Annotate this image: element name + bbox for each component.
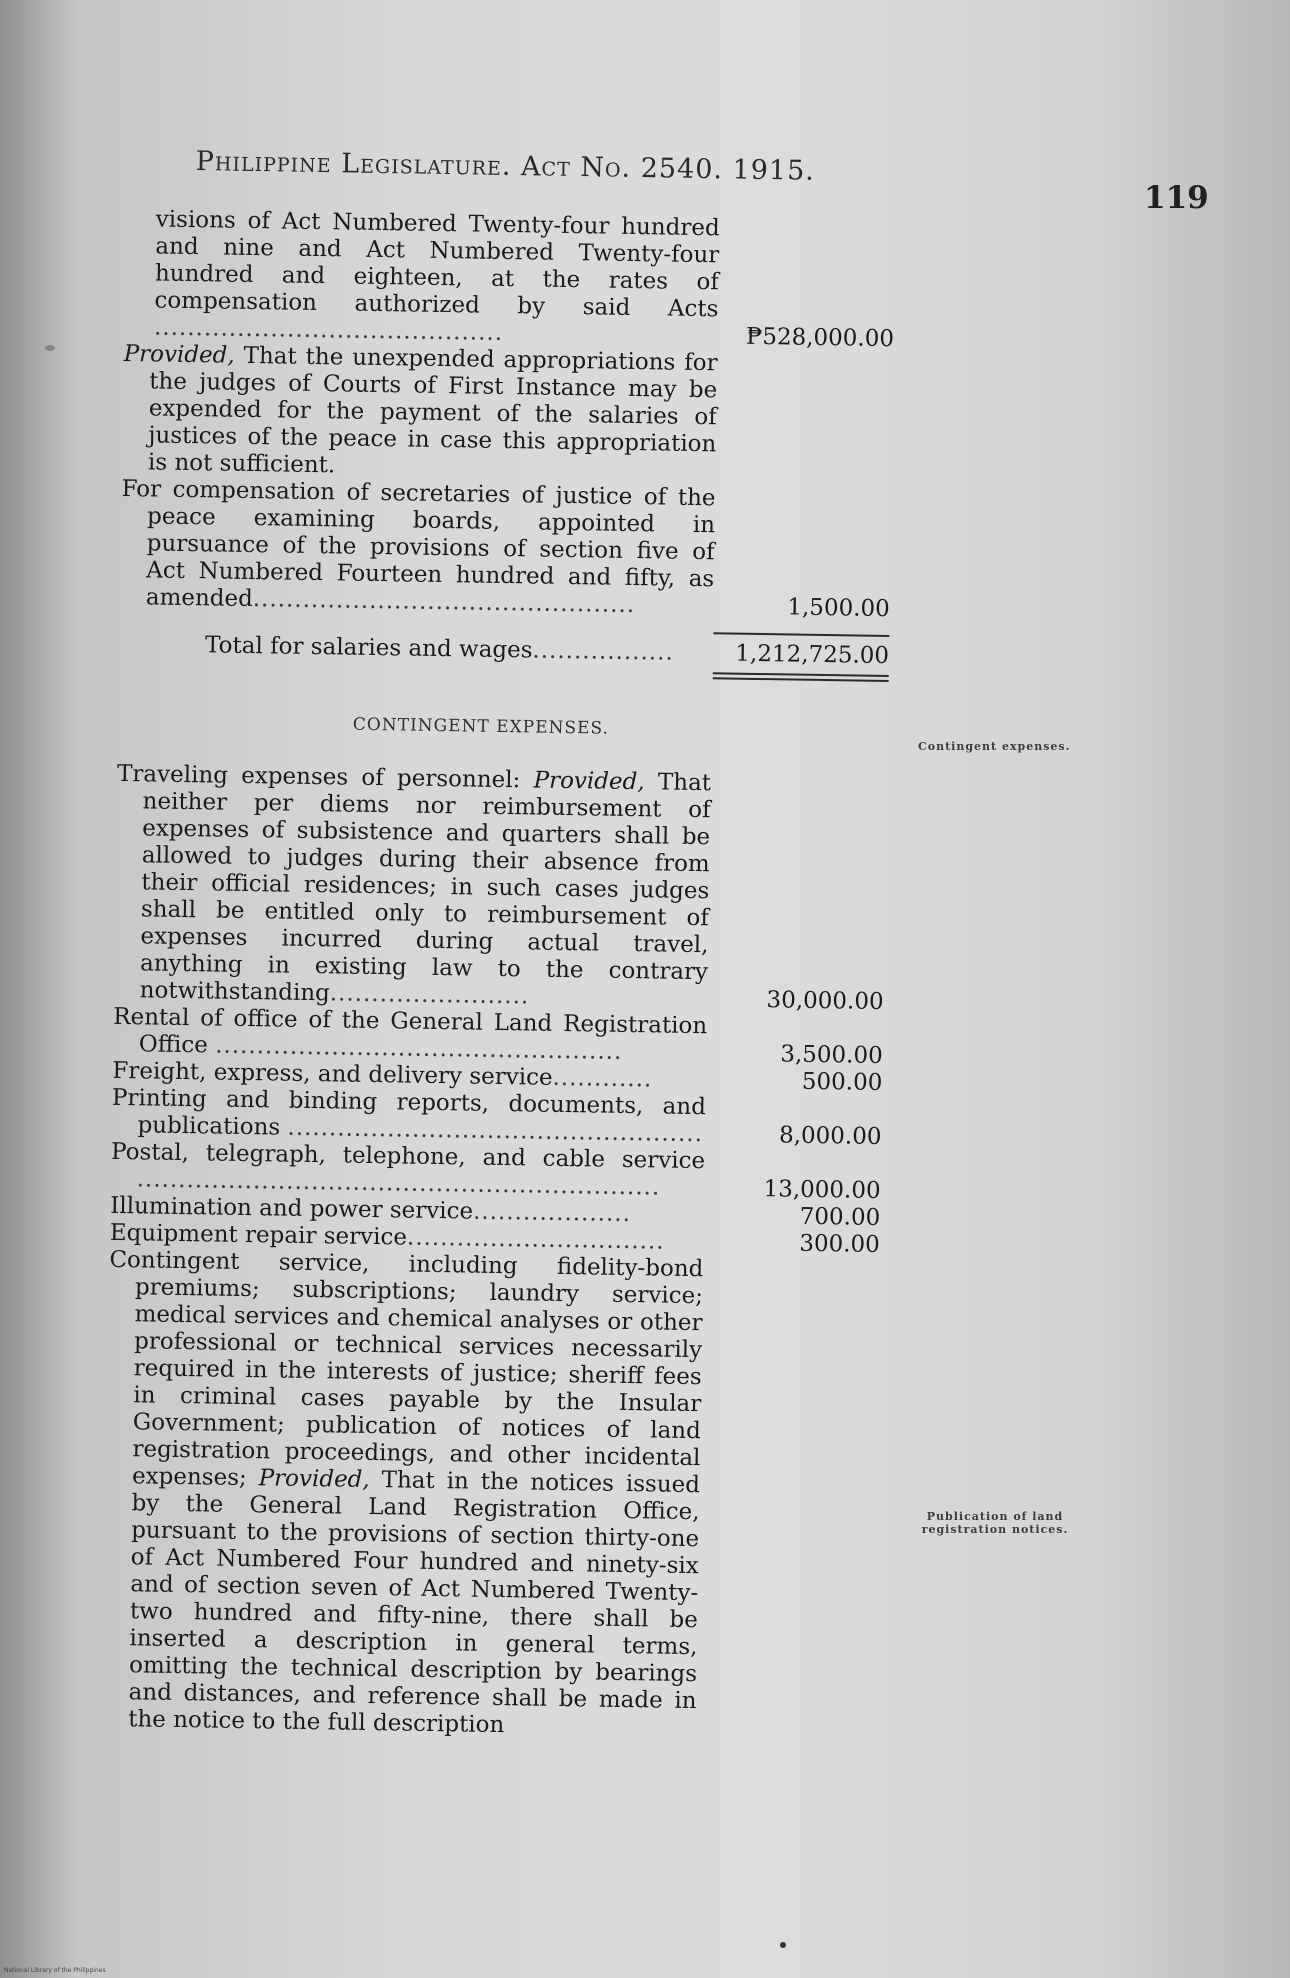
entry-amount: 300.00 <box>799 1230 880 1258</box>
entry-italic-text: Provided, <box>533 767 645 796</box>
scan-speck <box>45 345 55 351</box>
total-row <box>119 623 890 681</box>
dot-leader: ............................................................... <box>136 1166 661 1201</box>
margin-note-contingent: Contingent expenses. <box>918 740 1071 753</box>
entry-text: Traveling expenses of personnel: <box>116 760 534 794</box>
section-heading: CONTINGENT EXPENSES. <box>352 714 610 739</box>
page-number: 119 <box>1144 180 1209 216</box>
dot-leader: ............ <box>552 1064 653 1093</box>
dot-leader: .................................................. <box>287 1114 704 1148</box>
dot-leader: ........................ <box>329 980 530 1010</box>
proviso-entry <box>122 341 894 488</box>
appropriation-entry <box>113 761 887 1016</box>
entry-text: Contingent service, including fidelity-bond premiums; subscriptions; laundry service; medical services and chemical analyses or other professional or technical services necessarily required in the interests of justice; sheriff fees in criminal cases payable by the Insular Government; publication of notices of land registration proceedings, and other incidental expenses; <box>109 1246 704 1492</box>
entry-text: Printing and binding reports, documents, and publications <box>111 1084 707 1141</box>
dot-leader: ................... <box>472 1198 632 1228</box>
dot-leader: ............................... <box>406 1224 665 1255</box>
entry-amount: 8,000.00 <box>778 1122 882 1150</box>
entry-italic-text: Provided, <box>258 1465 370 1493</box>
entry-text: Postal, telegraph, telephone, and cable service <box>110 1138 706 1175</box>
total-amount: 1,212,725.00 <box>735 640 890 670</box>
entry-text: Illumination and power service <box>110 1192 474 1225</box>
dot-leader: ................................................. <box>214 1032 623 1065</box>
entry-text: For compensation of secretaries of justice of the peace examining boards, appointed in pursuance of the provisions of section five of Act Numbered Fourteen hundred and fifty, as amended <box>121 475 716 613</box>
entry-amount: 700.00 <box>799 1203 881 1231</box>
entry-text-continued: That in the notices issued by the General Land Registration Office, pursuant to the provisions of section thirty-one of Act Numbered Four hundred and ninety-six and of section seven of Act Numbered Twenty-two hundred and fifty-nine, there shall be inserted a description in general terms, omitting the technical description by bearings and distances, and reference shall be made in the notice to the full description <box>128 1466 701 1739</box>
entry-text: visions of Act Numbered Twenty-four hundred and nine and Act Numbered Twenty-four hundred and eighteen, at the rates of compensation authorized by said Acts <box>154 206 720 323</box>
entry-italic-text: Provided, <box>123 340 235 369</box>
dot-leader: ................. <box>532 637 675 666</box>
entry-text: That the unexpended appropriations for the judges of Courts of First Instance may be expended for the payment of the salaries of justices of the peace in case this appropriation is not sufficient. <box>147 342 718 479</box>
total-label: Total for salaries and wages <box>204 632 533 664</box>
margin-note-publication: Publication of land registration notices. <box>921 1510 1069 1536</box>
entry-text-continued: That neither per diems nor reimbursement of expenses of subsistence and quarters shall be allowed to judges during their absence from their official residences; in such cases judges shall be entitled only to reimbursement of expenses incurred during actual travel, anything in existing law to the contrary notwithstanding <box>139 769 712 1007</box>
total-rule-top <box>713 632 889 637</box>
entry-amount: 13,000.00 <box>763 1176 881 1204</box>
entry-amount: 30,000.00 <box>766 987 884 1015</box>
footer-credit: National Library of the Philippines <box>4 1967 106 1974</box>
entry-text: Rental of office of the General Land Registration Office <box>113 1003 708 1059</box>
entry-amount: 3,500.00 <box>780 1041 883 1069</box>
entry-amount: ₱528,000.00 <box>745 323 895 353</box>
main-text-column <box>102 206 896 1745</box>
appropriation-entry <box>102 1247 880 1745</box>
running-head: Philippine Legislature. Act No. 2540. 1915. <box>195 146 816 187</box>
appropriation-entry <box>120 476 892 623</box>
scan-speck <box>780 1942 786 1948</box>
entry-text: Equipment repair service <box>109 1219 408 1251</box>
entry-amount: 500.00 <box>801 1068 883 1096</box>
total-double-rule <box>713 672 889 682</box>
appropriation-entry <box>124 206 896 353</box>
entry-text: Freight, express, and delivery service <box>112 1057 553 1091</box>
entry-amount: 1,500.00 <box>787 594 890 623</box>
dot-leader: .............................................. <box>252 586 636 619</box>
dot-leader: .......................................... <box>153 314 504 346</box>
